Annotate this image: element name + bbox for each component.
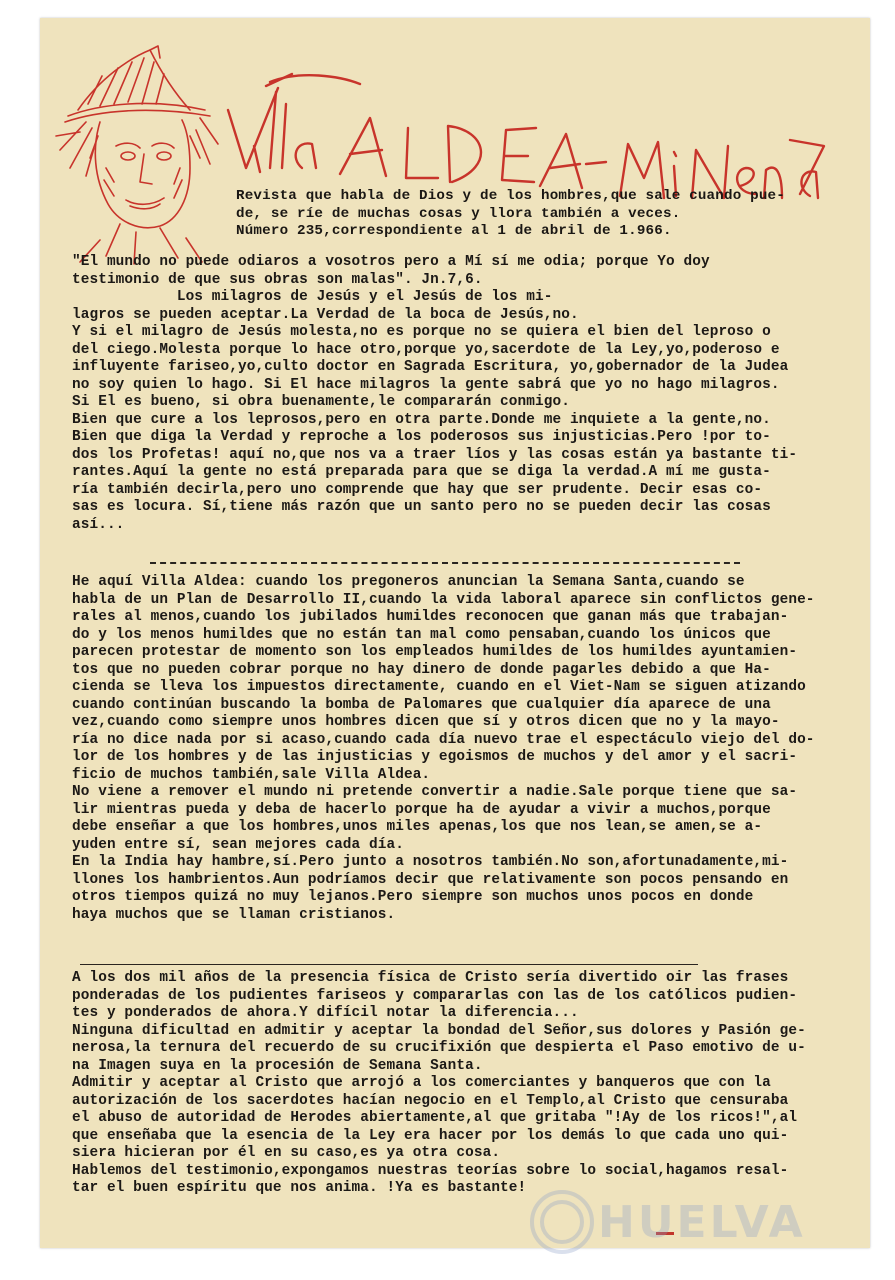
text-line: parecen protestar de momento son los empleados humildes de los humildes ayuntamien- — [72, 644, 798, 660]
text-line: rantes.Aquí la gente no está preparada para que se diga la verdad.A mí me gusta- — [72, 464, 771, 480]
text-line: llones los hambrientos.Aun podríamos decir que relativamente son pocos pensando en — [72, 871, 789, 888]
text-line: ría no dice nada por si acaso,cuando cada día nuevo trae el espectáculo viejo del do- — [72, 731, 815, 748]
text-line: do y los menos humildes que no están tan mal como pensaban,cuando los únicos que — [72, 626, 771, 643]
watermark-text: HUELVA — [598, 1197, 806, 1248]
text-line: no soy quien lo hago. Si El hace milagros la gente sabrá que yo no hago milagros. — [72, 376, 780, 393]
text-line: Los milagros de Jesús y el Jesús de los mi- — [72, 289, 553, 305]
text-line: A los dos mil años de la presencia física de Cristo sería divertido oir las frases — [72, 970, 789, 986]
text-line: na Imagen suya en la procesión de Semana Santa. — [72, 1057, 483, 1074]
text-line: tes y ponderados de ahora.Y difícil notar la diferencia... — [72, 1005, 579, 1021]
section-milagros — [72, 254, 842, 534]
text-line: Bien que diga la Verdad y reproche a los poderosos sus injusticias.Pero !por to- — [72, 429, 771, 445]
text-line: "El mundo no puede odiaros a vosotros pero a Mí sí me odia; porque Yo doy — [72, 254, 710, 270]
text-line: Admitir y aceptar al Cristo que arrojó a los comerciantes y banqueros que con la — [72, 1075, 771, 1091]
text-line: testimonio de que sus obras son malas". Jn.7,6. — [72, 271, 483, 288]
text-line: influyente fariseo,yo,culto doctor en Sagrada Escritura, yo,gobernador de la Judea — [72, 359, 789, 375]
text-line: lagros se pueden aceptar.La Verdad de la boca de Jesús,no. — [72, 306, 579, 323]
text-line: lir mientras pueda y deba de hacerlo porque ha de ayudar a vivir a muchos,porque — [72, 801, 771, 818]
text-line: tos que no pueden cobrar porque no hay dinero de donde pagarles debido a que Ha- — [72, 661, 771, 678]
text-line: el abuso de autoridad de Herodes abiertamente,al que gritaba "!Ay de los ricos!",al — [72, 1110, 798, 1126]
text-line: nerosa,la ternura del recuerdo de su crucifixión que despierta el Paso emotivo de u- — [72, 1040, 806, 1056]
text-line: Hablemos del testimonio,expongamos nuestras teorías sobre lo social,hagamos resal- — [72, 1162, 789, 1179]
text-line: cuando continúan buscando la bomba de Palomares que cualquier día aparece de una — [72, 696, 771, 713]
text-line: del ciego.Molesta porque lo hace otro,porque yo,sacerdote de la Ley,yo,poderoso e — [72, 341, 780, 358]
text-line: otros tiempos quizá no muy lejanos.Pero siempre son muchos unos pocos en donde — [72, 889, 754, 905]
subtitle-line: Número 235,correspondiente al 1 de abril de 1.966. — [236, 223, 672, 239]
text-line: cienda se lleva los impuestos directamente, cuando en el Viet-Nam se siguen atizando — [72, 679, 806, 695]
text-line: vez,cuando como siempre unos hombres dicen que sí y otros dicen que no y la mayo- — [72, 714, 780, 730]
text-line: sas es locura. Sí,tiene más razón que un santo pero no se pueden decir las cosas — [72, 499, 771, 515]
text-line: yuden entre sí, sean mejores cada día. — [72, 836, 404, 853]
text-line: Y si el milagro de Jesús molesta,no es porque no se quiera el bien del leproso o — [72, 324, 771, 340]
subtitle-line: Revista que habla de Dios y de los hombres,que sale cuando pue- — [236, 188, 785, 204]
text-line: ficio de muchos también,sale Villa Aldea. — [72, 766, 431, 783]
text-line: En la India hay hambre,sí.Pero junto a nosotros también.No son,afortunadamente,mi- — [72, 854, 789, 870]
text-line: lor de los hombres y de las injusticias y egoismos de muchos y del amor y el sacri- — [72, 749, 798, 765]
text-line: autorización de los sacerdotes hacían negocio en el Templo,al Cristo que censuraba — [72, 1092, 789, 1109]
text-line: ría también decirla,pero uno comprende que hay que ser prudente. Decir esas co- — [72, 481, 763, 498]
section-cristo — [72, 970, 842, 1198]
text-line: habla de un Plan de Desarrollo II,cuando la vida laboral aparece sin conflictos gene- — [72, 591, 815, 608]
section-divider-dashed — [150, 562, 740, 564]
text-line: ponderadas de los pudientes fariseos y compararlas con las de los católicos pudien- — [72, 987, 798, 1004]
text-line: siera hicieran por él en su caso,es ya otra cosa. — [72, 1145, 501, 1161]
subtitle-block — [236, 188, 836, 241]
section-divider-solid — [80, 964, 698, 965]
text-line: Bien que cure a los leprosos,pero en otra parte.Donde me inquiete a la gente,no. — [72, 411, 771, 428]
text-line: No viene a remover el mundo ni pretende convertir a nadie.Sale porque tiene que sa- — [72, 784, 798, 800]
newsletter-page — [40, 18, 870, 1248]
text-line: Ninguna dificultad en admitir y aceptar la bondad del Señor,sus dolores y Pasión ge- — [72, 1022, 806, 1039]
text-line: Si El es bueno, si obra buenamente,le compararán conmigo. — [72, 394, 570, 410]
text-line: rales al menos,cuando los jubilados humildes reconocen que ganan más que trabajan- — [72, 609, 789, 625]
text-line: dos los Profetas! aquí no,que nos va a traer líos y las cosas están ya bastante ti- — [72, 446, 798, 463]
text-line: debe enseñar a que los hombres,unos miles apenas,los que nos lean,se amen,se a- — [72, 819, 763, 835]
text-line: así... — [72, 516, 125, 533]
text-line: que enseñaba que la esencia de la Ley era hacer por los demás lo que cada uno qui- — [72, 1127, 789, 1144]
text-line: haya muchos que se llaman cristianos. — [72, 906, 396, 923]
text-line: He aquí Villa Aldea: cuando los pregoneros anuncian la Semana Santa,cuando se — [72, 574, 745, 590]
text-line: tar el buen espíritu que nos anima. !Ya es bastante! — [72, 1180, 527, 1196]
section-villa-aldea — [72, 574, 842, 924]
subtitle-line: de, se ríe de muchas cosas y llora también a veces. — [236, 205, 681, 222]
